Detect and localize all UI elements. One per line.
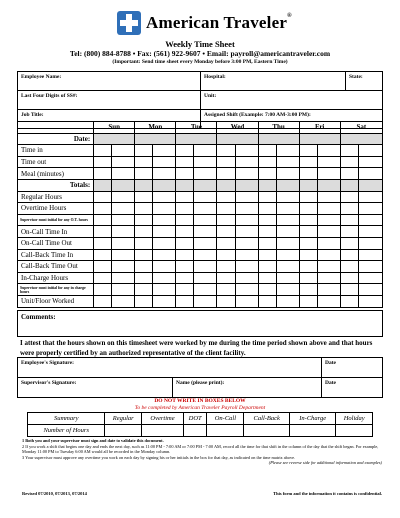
entry-cell[interactable] bbox=[358, 145, 382, 157]
entry-cell[interactable] bbox=[176, 191, 194, 203]
page-title: Weekly Time Sheet bbox=[165, 39, 235, 49]
entry-cell[interactable] bbox=[299, 179, 317, 191]
entry-cell[interactable] bbox=[135, 156, 153, 168]
entry-cell[interactable] bbox=[358, 237, 382, 249]
note-2: 2 If you work a shift that begins one day and ends the next day, such as 11:00 PM - 7:00 AM or 7:00 PM - 7:00 AM, record all the time for that shift in the column of the day that the shift began. For example, Monday 11:00 PM to Tuesday 6:00 AM would all be recorded in the Monday column. bbox=[22, 443, 379, 455]
entry-cell[interactable] bbox=[317, 226, 340, 238]
entry-cell[interactable] bbox=[235, 237, 258, 249]
entry-cell[interactable] bbox=[317, 237, 340, 249]
summary-hours-cell bbox=[290, 425, 336, 437]
entry-cell[interactable] bbox=[194, 145, 217, 157]
entry-cell[interactable] bbox=[299, 284, 317, 296]
entry-cell[interactable] bbox=[299, 191, 317, 203]
entry-cell[interactable] bbox=[235, 295, 258, 307]
entry-cell[interactable] bbox=[235, 145, 258, 157]
entry-cell[interactable] bbox=[317, 168, 340, 180]
entry-cell[interactable] bbox=[176, 179, 194, 191]
time-row bbox=[18, 133, 383, 145]
day-header-thu: Thu bbox=[258, 122, 299, 134]
entry-cell[interactable] bbox=[135, 261, 153, 273]
entry-cell[interactable] bbox=[340, 168, 358, 180]
entry-cell[interactable] bbox=[176, 284, 194, 296]
date-cell[interactable] bbox=[94, 133, 135, 145]
entry-cell[interactable] bbox=[340, 237, 358, 249]
entry-cell[interactable] bbox=[299, 226, 317, 238]
entry-cell[interactable] bbox=[194, 191, 217, 203]
entry-cell[interactable] bbox=[194, 237, 217, 249]
entry-cell[interactable] bbox=[94, 284, 112, 296]
summary-header-overtime: Overtime bbox=[142, 413, 184, 425]
entry-cell[interactable] bbox=[153, 261, 176, 273]
entry-cell[interactable] bbox=[194, 214, 217, 226]
entry-cell[interactable] bbox=[235, 168, 258, 180]
row-label: Supervisor must initial for any O.T. hours bbox=[18, 214, 94, 226]
entry-cell[interactable] bbox=[194, 295, 217, 307]
entry-cell[interactable] bbox=[153, 284, 176, 296]
entry-cell[interactable] bbox=[317, 203, 340, 215]
day-header-wed: Wed bbox=[217, 122, 258, 134]
entry-cell[interactable] bbox=[153, 226, 176, 238]
time-row bbox=[18, 237, 383, 249]
entry-cell[interactable] bbox=[217, 237, 235, 249]
entry-cell[interactable] bbox=[258, 191, 276, 203]
entry-cell[interactable] bbox=[176, 272, 194, 284]
summary-header-summary: Summary bbox=[28, 413, 105, 425]
entry-cell[interactable] bbox=[135, 295, 153, 307]
instruction-notes bbox=[22, 438, 382, 466]
entry-cell[interactable] bbox=[340, 249, 358, 261]
unit-field[interactable]: Unit: bbox=[201, 91, 383, 110]
entry-cell[interactable] bbox=[94, 226, 112, 238]
entry-cell[interactable] bbox=[153, 203, 176, 215]
entry-cell[interactable] bbox=[153, 168, 176, 180]
entry-cell[interactable] bbox=[235, 203, 258, 215]
entry-cell[interactable] bbox=[217, 295, 235, 307]
time-row bbox=[18, 156, 383, 168]
entry-cell[interactable] bbox=[153, 237, 176, 249]
entry-cell[interactable] bbox=[112, 237, 135, 249]
entry-cell[interactable] bbox=[94, 249, 112, 261]
entry-cell[interactable] bbox=[112, 295, 135, 307]
entry-cell[interactable] bbox=[258, 145, 276, 157]
entry-cell[interactable] bbox=[135, 284, 153, 296]
entry-cell[interactable] bbox=[176, 261, 194, 273]
summary-header-dot: DOT bbox=[183, 413, 206, 425]
entry-cell[interactable] bbox=[317, 295, 340, 307]
entry-cell[interactable] bbox=[135, 168, 153, 180]
entry-cell[interactable] bbox=[317, 249, 340, 261]
corner-cell bbox=[18, 122, 94, 134]
note-3: 3 Your supervisor must approve any overtime you work on each day by signing his or her initials in the box for that day, as indicated on the time matrix above. bbox=[22, 454, 296, 460]
day-header-sat: Sat bbox=[340, 122, 382, 134]
entry-cell[interactable] bbox=[235, 249, 258, 261]
reverse-side-note: (Please see reverse side for additional information and examples) bbox=[268, 460, 382, 466]
comments-box bbox=[17, 310, 383, 337]
entry-cell[interactable] bbox=[299, 168, 317, 180]
summary-header-on-call: On-Call bbox=[207, 413, 244, 425]
entry-cell[interactable] bbox=[135, 179, 153, 191]
row-label: Meal (minutes) bbox=[18, 168, 94, 180]
time-row bbox=[18, 179, 383, 191]
entry-cell[interactable] bbox=[217, 179, 235, 191]
time-row bbox=[18, 191, 383, 203]
entry-cell[interactable] bbox=[358, 261, 382, 273]
entry-cell[interactable] bbox=[176, 203, 194, 215]
entry-cell[interactable] bbox=[235, 191, 258, 203]
entry-cell[interactable] bbox=[258, 214, 276, 226]
entry-cell[interactable] bbox=[299, 145, 317, 157]
entry-cell[interactable] bbox=[317, 191, 340, 203]
assigned-shift-field[interactable]: Assigned Shift (Example: 7:00 AM-3:00 PM): bbox=[201, 110, 383, 129]
row-label: Call-Back Time Out bbox=[18, 261, 94, 273]
entry-cell[interactable] bbox=[258, 249, 276, 261]
time-row bbox=[18, 261, 383, 273]
date-cell[interactable] bbox=[258, 133, 299, 145]
entry-cell[interactable] bbox=[94, 295, 112, 307]
day-header-tue: Tue bbox=[176, 122, 217, 134]
entry-cell[interactable] bbox=[317, 145, 340, 157]
summary-hours-cell bbox=[336, 425, 373, 437]
row-label: Supervisor must initial for any in charge hours bbox=[18, 284, 94, 296]
entry-cell[interactable] bbox=[153, 179, 176, 191]
entry-cell[interactable] bbox=[340, 261, 358, 273]
entry-cell[interactable] bbox=[276, 261, 299, 273]
entry-cell[interactable] bbox=[258, 226, 276, 238]
entry-cell[interactable] bbox=[94, 261, 112, 273]
employee-signature-field[interactable]: Employee's Signature: bbox=[18, 358, 322, 378]
entry-cell[interactable] bbox=[153, 214, 176, 226]
entry-cell[interactable] bbox=[135, 203, 153, 215]
entry-cell[interactable] bbox=[176, 295, 194, 307]
row-label: Overtime Hours bbox=[18, 203, 94, 215]
entry-cell[interactable] bbox=[153, 295, 176, 307]
entry-cell[interactable] bbox=[358, 226, 382, 238]
entry-cell[interactable] bbox=[276, 284, 299, 296]
entry-cell[interactable] bbox=[340, 156, 358, 168]
entry-cell[interactable] bbox=[217, 261, 235, 273]
summary-hours-row bbox=[28, 425, 373, 437]
entry-cell[interactable] bbox=[94, 203, 112, 215]
time-matrix bbox=[17, 121, 383, 308]
entry-cell[interactable] bbox=[358, 284, 382, 296]
entry-cell[interactable] bbox=[176, 214, 194, 226]
row-label: Time out bbox=[18, 156, 94, 168]
entry-cell[interactable] bbox=[340, 272, 358, 284]
day-header-sun: Sun bbox=[94, 122, 135, 134]
attestation-text: I attest that the hours shown on this timesheet were worked by me during the time period shown above and that hours were properly certified by an authorized representative of the client facility. bbox=[20, 339, 373, 357]
entry-cell[interactable] bbox=[358, 249, 382, 261]
comments-field[interactable]: Comments: bbox=[18, 311, 383, 337]
entry-cell[interactable] bbox=[358, 156, 382, 168]
entry-cell[interactable] bbox=[358, 191, 382, 203]
entry-cell[interactable] bbox=[358, 295, 382, 307]
entry-cell[interactable] bbox=[276, 203, 299, 215]
entry-cell[interactable] bbox=[217, 156, 235, 168]
entry-cell[interactable] bbox=[112, 156, 135, 168]
entry-cell[interactable] bbox=[258, 261, 276, 273]
entry-cell[interactable] bbox=[217, 214, 235, 226]
entry-cell[interactable] bbox=[217, 226, 235, 238]
row-label: Totals: bbox=[18, 179, 94, 191]
entry-cell[interactable] bbox=[276, 249, 299, 261]
entry-cell[interactable] bbox=[135, 237, 153, 249]
row-label: Call-Back Time In bbox=[18, 249, 94, 261]
entry-cell[interactable] bbox=[194, 203, 217, 215]
state-field[interactable]: State: bbox=[346, 72, 383, 91]
entry-cell[interactable] bbox=[112, 214, 135, 226]
entry-cell[interactable] bbox=[276, 156, 299, 168]
entry-cell[interactable] bbox=[135, 191, 153, 203]
summary-header-regular: Regular bbox=[105, 413, 142, 425]
entry-cell[interactable] bbox=[176, 226, 194, 238]
supervisor-name-field[interactable]: Name (please print): bbox=[173, 378, 322, 398]
entry-cell[interactable] bbox=[299, 156, 317, 168]
entry-cell[interactable] bbox=[153, 156, 176, 168]
entry-cell[interactable] bbox=[358, 214, 382, 226]
entry-cell[interactable] bbox=[235, 226, 258, 238]
time-row bbox=[18, 168, 383, 180]
entry-cell[interactable] bbox=[299, 203, 317, 215]
entry-cell[interactable] bbox=[299, 237, 317, 249]
summary-header-call-back: Call-Back bbox=[244, 413, 290, 425]
entry-cell[interactable] bbox=[235, 156, 258, 168]
entry-cell[interactable] bbox=[235, 272, 258, 284]
entry-cell[interactable] bbox=[112, 145, 135, 157]
entry-cell[interactable] bbox=[112, 203, 135, 215]
entry-cell[interactable] bbox=[153, 145, 176, 157]
entry-cell[interactable] bbox=[276, 226, 299, 238]
supervisor-date-field[interactable]: Date bbox=[322, 378, 383, 398]
day-header-fri: Fri bbox=[299, 122, 340, 134]
entry-cell[interactable] bbox=[340, 145, 358, 157]
entry-cell[interactable] bbox=[112, 168, 135, 180]
entry-cell[interactable] bbox=[94, 145, 112, 157]
entry-cell[interactable] bbox=[258, 156, 276, 168]
row-label: Time in bbox=[18, 145, 94, 157]
confidential-footer: This form and the information it contains is confidential. bbox=[273, 491, 382, 496]
summary-hours-cell bbox=[207, 425, 244, 437]
date-cell[interactable] bbox=[340, 133, 382, 145]
entry-cell[interactable] bbox=[194, 179, 217, 191]
entry-cell[interactable] bbox=[299, 249, 317, 261]
entry-cell[interactable] bbox=[358, 272, 382, 284]
note-1: 1 Both you and your supervisor must sign and date to validate this document. bbox=[22, 438, 164, 443]
entry-cell[interactable] bbox=[217, 203, 235, 215]
entry-cell[interactable] bbox=[94, 272, 112, 284]
signature-table bbox=[17, 357, 383, 398]
entry-cell[interactable] bbox=[276, 237, 299, 249]
entry-cell[interactable] bbox=[276, 214, 299, 226]
entry-cell[interactable] bbox=[276, 295, 299, 307]
submission-notice: (Important: Send time sheet every Monday before 3:00 PM, Eastern Time) bbox=[112, 59, 288, 65]
entry-cell[interactable] bbox=[358, 179, 382, 191]
summary-hours-cell bbox=[142, 425, 184, 437]
entry-cell[interactable] bbox=[194, 168, 217, 180]
time-row bbox=[18, 145, 383, 157]
cross-logo-icon bbox=[116, 10, 142, 36]
brand-name: American Traveler® bbox=[146, 13, 292, 32]
summary-header-row bbox=[28, 413, 373, 425]
ssn-field[interactable]: Last Four Digits of SS#: bbox=[18, 91, 201, 110]
summary-header-in-charge: In-Charge bbox=[290, 413, 336, 425]
entry-cell[interactable] bbox=[340, 191, 358, 203]
entry-cell[interactable] bbox=[258, 272, 276, 284]
entry-cell[interactable] bbox=[135, 145, 153, 157]
entry-cell[interactable] bbox=[217, 191, 235, 203]
date-cell[interactable] bbox=[217, 133, 258, 145]
entry-cell[interactable] bbox=[340, 226, 358, 238]
entry-cell[interactable] bbox=[258, 237, 276, 249]
day-header-mon: Mon bbox=[135, 122, 176, 134]
entry-cell[interactable] bbox=[235, 179, 258, 191]
entry-cell[interactable] bbox=[94, 214, 112, 226]
contact-line: Tel: (800) 884-8788 • Fax: (561) 922-9607 • Email: payroll@americantraveler.com bbox=[69, 49, 331, 58]
row-label: On-Call Time Out bbox=[18, 237, 94, 249]
entry-cell[interactable] bbox=[112, 226, 135, 238]
entry-cell[interactable] bbox=[112, 261, 135, 273]
date-cell[interactable] bbox=[176, 133, 217, 145]
entry-cell[interactable] bbox=[217, 272, 235, 284]
entry-cell[interactable] bbox=[317, 272, 340, 284]
entry-cell[interactable] bbox=[135, 249, 153, 261]
row-label: Regular Hours bbox=[18, 191, 94, 203]
row-label: In-Charge Hours bbox=[18, 272, 94, 284]
entry-cell[interactable] bbox=[317, 214, 340, 226]
time-row bbox=[18, 226, 383, 238]
entry-cell[interactable] bbox=[176, 168, 194, 180]
entry-cell[interactable] bbox=[299, 272, 317, 284]
entry-cell[interactable] bbox=[258, 295, 276, 307]
entry-cell[interactable] bbox=[176, 249, 194, 261]
entry-cell[interactable] bbox=[340, 214, 358, 226]
entry-cell[interactable] bbox=[358, 168, 382, 180]
row-label: Date: bbox=[18, 133, 94, 145]
entry-cell[interactable] bbox=[153, 249, 176, 261]
entry-cell[interactable] bbox=[258, 284, 276, 296]
brand-logo bbox=[116, 10, 292, 36]
entry-cell[interactable] bbox=[194, 156, 217, 168]
entry-cell[interactable] bbox=[94, 179, 112, 191]
day-header-row bbox=[18, 122, 383, 134]
entry-cell[interactable] bbox=[317, 261, 340, 273]
time-row bbox=[18, 295, 383, 307]
time-row bbox=[18, 272, 383, 284]
entry-cell[interactable] bbox=[217, 145, 235, 157]
entry-cell[interactable] bbox=[276, 145, 299, 157]
revision-footer: Revised 07/2010, 07/2013, 07/2014 bbox=[22, 491, 87, 496]
do-not-write-title: DO NOT WRITE IN BOXES BELOW bbox=[154, 398, 246, 404]
entry-cell[interactable] bbox=[176, 237, 194, 249]
job-title-field[interactable]: Job Title: bbox=[18, 110, 201, 129]
summary-hours-cell bbox=[183, 425, 206, 437]
employee-name-field[interactable]: Employee Name: bbox=[18, 72, 201, 91]
time-row bbox=[18, 203, 383, 215]
employee-date-field[interactable]: Date bbox=[322, 358, 383, 378]
summary-hours-cell bbox=[244, 425, 290, 437]
payroll-summary-table bbox=[27, 412, 373, 437]
date-cell[interactable] bbox=[299, 133, 340, 145]
entry-cell[interactable] bbox=[276, 179, 299, 191]
summary-header-holiday: Holiday bbox=[336, 413, 373, 425]
entry-cell[interactable] bbox=[94, 156, 112, 168]
entry-cell[interactable] bbox=[317, 156, 340, 168]
entry-cell[interactable] bbox=[112, 284, 135, 296]
entry-cell[interactable] bbox=[258, 203, 276, 215]
entry-cell[interactable] bbox=[340, 203, 358, 215]
supervisor-signature-field[interactable]: Supervisor's Signature: bbox=[18, 378, 173, 398]
entry-cell[interactable] bbox=[340, 179, 358, 191]
entry-cell[interactable] bbox=[276, 168, 299, 180]
entry-cell[interactable] bbox=[317, 284, 340, 296]
entry-cell[interactable] bbox=[194, 249, 217, 261]
entry-cell[interactable] bbox=[153, 272, 176, 284]
row-label: Unit/Floor Worked bbox=[18, 295, 94, 307]
entry-cell[interactable] bbox=[299, 295, 317, 307]
entry-cell[interactable] bbox=[340, 295, 358, 307]
entry-cell[interactable] bbox=[94, 237, 112, 249]
entry-cell[interactable] bbox=[217, 249, 235, 261]
entry-cell[interactable] bbox=[135, 226, 153, 238]
entry-cell[interactable] bbox=[153, 191, 176, 203]
entry-cell[interactable] bbox=[135, 214, 153, 226]
time-row bbox=[18, 284, 383, 296]
entry-cell[interactable] bbox=[194, 284, 217, 296]
entry-cell[interactable] bbox=[235, 261, 258, 273]
entry-cell[interactable] bbox=[194, 226, 217, 238]
entry-cell[interactable] bbox=[235, 284, 258, 296]
entry-cell[interactable] bbox=[94, 168, 112, 180]
entry-cell[interactable] bbox=[112, 179, 135, 191]
do-not-write-notice bbox=[0, 398, 400, 411]
entry-cell[interactable] bbox=[258, 179, 276, 191]
entry-cell[interactable] bbox=[194, 261, 217, 273]
entry-cell[interactable] bbox=[276, 191, 299, 203]
entry-cell[interactable] bbox=[112, 249, 135, 261]
entry-cell[interactable] bbox=[94, 191, 112, 203]
time-row bbox=[18, 249, 383, 261]
entry-cell[interactable] bbox=[235, 214, 258, 226]
entry-cell[interactable] bbox=[317, 179, 340, 191]
entry-cell[interactable] bbox=[135, 272, 153, 284]
entry-cell[interactable] bbox=[340, 284, 358, 296]
entry-cell[interactable] bbox=[258, 168, 276, 180]
do-not-write-subtitle: To be completed by American Traveler Payroll Department bbox=[134, 404, 266, 411]
entry-cell[interactable] bbox=[217, 284, 235, 296]
hospital-field[interactable]: Hospital: bbox=[201, 72, 346, 91]
entry-cell[interactable] bbox=[176, 145, 194, 157]
time-row bbox=[18, 214, 383, 226]
entry-cell[interactable] bbox=[176, 156, 194, 168]
entry-cell[interactable] bbox=[112, 191, 135, 203]
entry-cell[interactable] bbox=[299, 214, 317, 226]
entry-cell[interactable] bbox=[358, 203, 382, 215]
entry-cell[interactable] bbox=[276, 272, 299, 284]
entry-cell[interactable] bbox=[299, 261, 317, 273]
entry-cell[interactable] bbox=[217, 168, 235, 180]
summary-hours-cell bbox=[105, 425, 142, 437]
number-of-hours-label: Number of Hours bbox=[28, 425, 105, 437]
entry-cell[interactable] bbox=[112, 272, 135, 284]
entry-cell[interactable] bbox=[194, 272, 217, 284]
date-cell[interactable] bbox=[135, 133, 176, 145]
row-label: On-Call Time In bbox=[18, 226, 94, 238]
